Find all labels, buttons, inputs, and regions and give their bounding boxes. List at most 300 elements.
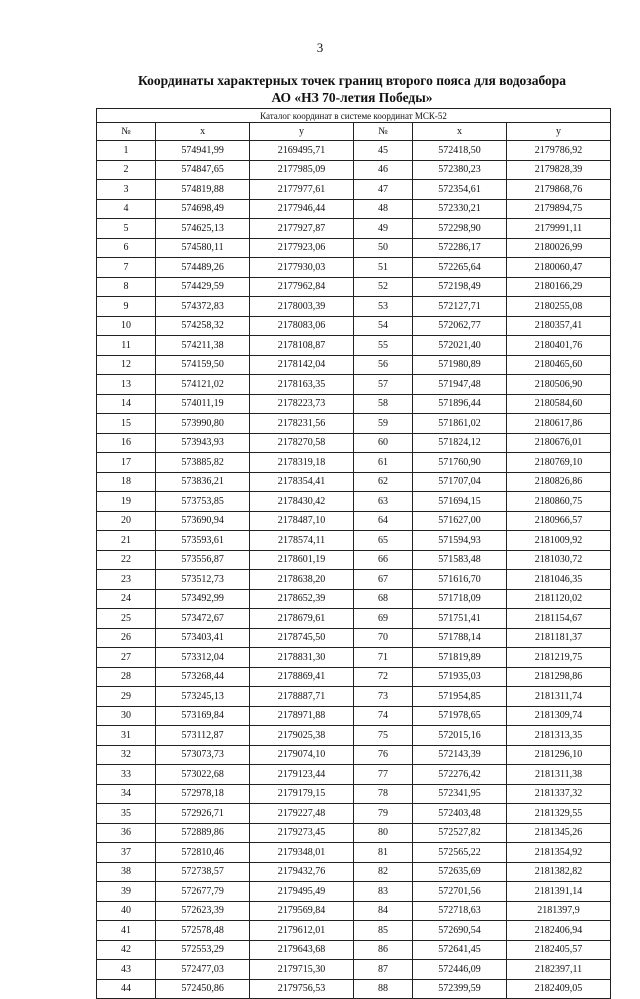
x-right-cell: 571824,12 bbox=[413, 433, 507, 453]
y-right-cell: 2179828,39 bbox=[507, 160, 611, 180]
point-number-left-cell: 4 bbox=[97, 199, 156, 219]
y-left-cell: 2179025,38 bbox=[250, 726, 354, 746]
y-right-cell: 2180506,90 bbox=[507, 375, 611, 395]
point-number-right-cell: 82 bbox=[353, 862, 412, 882]
x-right-cell: 572015,16 bbox=[413, 726, 507, 746]
point-number-right-cell: 51 bbox=[353, 258, 412, 278]
point-number-right-cell: 67 bbox=[353, 570, 412, 590]
point-number-left-cell: 7 bbox=[97, 258, 156, 278]
point-number-right-cell: 57 bbox=[353, 375, 412, 395]
y-right-cell: 2181329,55 bbox=[507, 804, 611, 824]
table-row bbox=[97, 960, 611, 980]
point-number-right-cell: 80 bbox=[353, 823, 412, 843]
y-right-cell: 2181219,75 bbox=[507, 648, 611, 668]
x-left-cell: 574819,88 bbox=[156, 180, 250, 200]
y-right-cell: 2180769,10 bbox=[507, 453, 611, 473]
x-right-cell: 572701,56 bbox=[413, 882, 507, 902]
point-number-left-cell: 37 bbox=[97, 843, 156, 863]
x-right-cell: 572418,50 bbox=[413, 141, 507, 161]
point-number-left-cell: 35 bbox=[97, 804, 156, 824]
x-left-cell: 573492,99 bbox=[156, 589, 250, 609]
table-row bbox=[97, 843, 611, 863]
point-number-right-cell: 56 bbox=[353, 355, 412, 375]
x-left-cell: 573169,84 bbox=[156, 706, 250, 726]
y-left-cell: 2178319,18 bbox=[250, 453, 354, 473]
y-left-cell: 2178142,04 bbox=[250, 355, 354, 375]
point-number-left-cell: 1 bbox=[97, 141, 156, 161]
point-number-left-cell: 10 bbox=[97, 316, 156, 336]
point-number-left-cell: 38 bbox=[97, 862, 156, 882]
point-number-left-cell: 25 bbox=[97, 609, 156, 629]
x-right-cell: 571861,02 bbox=[413, 414, 507, 434]
y-left-cell: 2178679,61 bbox=[250, 609, 354, 629]
table-row bbox=[97, 823, 611, 843]
title-line-2: АО «НЗ 70-летия Победы» bbox=[271, 90, 433, 105]
point-number-left-cell: 29 bbox=[97, 687, 156, 707]
point-number-right-cell: 63 bbox=[353, 492, 412, 512]
y-left-cell: 2178083,06 bbox=[250, 316, 354, 336]
point-number-left-cell: 12 bbox=[97, 355, 156, 375]
y-right-cell: 2181345,26 bbox=[507, 823, 611, 843]
point-number-right-cell: 88 bbox=[353, 979, 412, 999]
point-number-right-cell: 75 bbox=[353, 726, 412, 746]
table-row bbox=[97, 492, 611, 512]
point-number-left-cell: 34 bbox=[97, 784, 156, 804]
x-left-cell: 573556,87 bbox=[156, 550, 250, 570]
point-number-right-cell: 64 bbox=[353, 511, 412, 531]
y-right-cell: 2179868,76 bbox=[507, 180, 611, 200]
y-left-cell: 2178971,88 bbox=[250, 706, 354, 726]
point-number-right-cell: 87 bbox=[353, 960, 412, 980]
x-right-cell: 571627,00 bbox=[413, 511, 507, 531]
table-row bbox=[97, 453, 611, 473]
x-left-cell: 574941,99 bbox=[156, 141, 250, 161]
x-left-cell: 573836,21 bbox=[156, 472, 250, 492]
table-row bbox=[97, 219, 611, 239]
x-left-cell: 573753,85 bbox=[156, 492, 250, 512]
point-number-left-cell: 15 bbox=[97, 414, 156, 434]
y-left-cell: 2177962,84 bbox=[250, 277, 354, 297]
point-number-left-cell: 31 bbox=[97, 726, 156, 746]
y-left-cell: 2179179,15 bbox=[250, 784, 354, 804]
table-row bbox=[97, 433, 611, 453]
x-right-cell: 571935,03 bbox=[413, 667, 507, 687]
x-right-cell: 571980,89 bbox=[413, 355, 507, 375]
point-number-right-cell: 48 bbox=[353, 199, 412, 219]
point-number-left-cell: 8 bbox=[97, 277, 156, 297]
x-left-cell: 572738,57 bbox=[156, 862, 250, 882]
point-number-left-cell: 41 bbox=[97, 921, 156, 941]
point-number-right-cell: 45 bbox=[353, 141, 412, 161]
point-number-right-cell: 54 bbox=[353, 316, 412, 336]
x-left-cell: 573245,13 bbox=[156, 687, 250, 707]
y-left-cell: 2178270,58 bbox=[250, 433, 354, 453]
table-row bbox=[97, 726, 611, 746]
y-left-cell: 2178745,50 bbox=[250, 628, 354, 648]
table-row bbox=[97, 901, 611, 921]
y-right-cell: 2181313,35 bbox=[507, 726, 611, 746]
table-row bbox=[97, 921, 611, 941]
table-row bbox=[97, 258, 611, 278]
y-right-cell: 2180357,41 bbox=[507, 316, 611, 336]
y-left-cell: 2169495,71 bbox=[250, 141, 354, 161]
table-row bbox=[97, 706, 611, 726]
x-right-cell: 571819,89 bbox=[413, 648, 507, 668]
header-y-right: y bbox=[507, 123, 611, 141]
y-left-cell: 2177946,44 bbox=[250, 199, 354, 219]
x-left-cell: 573312,04 bbox=[156, 648, 250, 668]
point-number-left-cell: 21 bbox=[97, 531, 156, 551]
point-number-right-cell: 81 bbox=[353, 843, 412, 863]
x-right-cell: 572062,77 bbox=[413, 316, 507, 336]
y-left-cell: 2178231,56 bbox=[250, 414, 354, 434]
point-number-right-cell: 58 bbox=[353, 394, 412, 414]
x-right-cell: 572265,64 bbox=[413, 258, 507, 278]
y-right-cell: 2180860,75 bbox=[507, 492, 611, 512]
y-right-cell: 2181009,92 bbox=[507, 531, 611, 551]
x-left-cell: 574159,50 bbox=[156, 355, 250, 375]
page-number: 3 bbox=[316, 40, 324, 55]
table-row bbox=[97, 550, 611, 570]
header-number-left: № bbox=[97, 123, 156, 141]
y-right-cell: 2181311,38 bbox=[507, 765, 611, 785]
y-left-cell: 2178430,42 bbox=[250, 492, 354, 512]
y-left-cell: 2178223,73 bbox=[250, 394, 354, 414]
x-left-cell: 572578,48 bbox=[156, 921, 250, 941]
header-x-right: x bbox=[413, 123, 507, 141]
x-left-cell: 573112,87 bbox=[156, 726, 250, 746]
point-number-left-cell: 27 bbox=[97, 648, 156, 668]
point-number-left-cell: 23 bbox=[97, 570, 156, 590]
x-left-cell: 572553,29 bbox=[156, 940, 250, 960]
point-number-right-cell: 73 bbox=[353, 687, 412, 707]
y-right-cell: 2180617,86 bbox=[507, 414, 611, 434]
table-row bbox=[97, 648, 611, 668]
document-title bbox=[92, 72, 612, 106]
y-right-cell: 2181181,37 bbox=[507, 628, 611, 648]
x-right-cell: 571760,90 bbox=[413, 453, 507, 473]
point-number-right-cell: 55 bbox=[353, 336, 412, 356]
x-right-cell: 572127,71 bbox=[413, 297, 507, 317]
y-right-cell: 2181046,35 bbox=[507, 570, 611, 590]
table-row bbox=[97, 745, 611, 765]
y-right-cell: 2182406,94 bbox=[507, 921, 611, 941]
x-right-cell: 572286,17 bbox=[413, 238, 507, 258]
y-left-cell: 2179273,45 bbox=[250, 823, 354, 843]
x-left-cell: 574121,02 bbox=[156, 375, 250, 395]
x-left-cell: 573990,80 bbox=[156, 414, 250, 434]
point-number-left-cell: 19 bbox=[97, 492, 156, 512]
x-left-cell: 574372,83 bbox=[156, 297, 250, 317]
y-right-cell: 2181337,32 bbox=[507, 784, 611, 804]
y-left-cell: 2179123,44 bbox=[250, 765, 354, 785]
y-right-cell: 2181120,02 bbox=[507, 589, 611, 609]
y-right-cell: 2181354,92 bbox=[507, 843, 611, 863]
point-number-right-cell: 84 bbox=[353, 901, 412, 921]
x-right-cell: 572021,40 bbox=[413, 336, 507, 356]
table-row bbox=[97, 570, 611, 590]
y-left-cell: 2178869,41 bbox=[250, 667, 354, 687]
point-number-left-cell: 18 bbox=[97, 472, 156, 492]
y-right-cell: 2181298,86 bbox=[507, 667, 611, 687]
x-right-cell: 571978,65 bbox=[413, 706, 507, 726]
x-right-cell: 572380,23 bbox=[413, 160, 507, 180]
x-right-cell: 571594,93 bbox=[413, 531, 507, 551]
y-left-cell: 2179715,30 bbox=[250, 960, 354, 980]
x-right-cell: 571694,15 bbox=[413, 492, 507, 512]
point-number-left-cell: 5 bbox=[97, 219, 156, 239]
x-left-cell: 573512,73 bbox=[156, 570, 250, 590]
y-right-cell: 2182405,57 bbox=[507, 940, 611, 960]
y-left-cell: 2178831,30 bbox=[250, 648, 354, 668]
y-left-cell: 2177927,87 bbox=[250, 219, 354, 239]
y-right-cell: 2180966,57 bbox=[507, 511, 611, 531]
x-right-cell: 572565,22 bbox=[413, 843, 507, 863]
x-left-cell: 572450,86 bbox=[156, 979, 250, 999]
x-left-cell: 572477,03 bbox=[156, 960, 250, 980]
y-left-cell: 2179348,01 bbox=[250, 843, 354, 863]
point-number-left-cell: 43 bbox=[97, 960, 156, 980]
x-left-cell: 573690,94 bbox=[156, 511, 250, 531]
point-number-right-cell: 53 bbox=[353, 297, 412, 317]
table-row bbox=[97, 414, 611, 434]
y-left-cell: 2178652,39 bbox=[250, 589, 354, 609]
header-number-right: № bbox=[353, 123, 412, 141]
x-right-cell: 572399,59 bbox=[413, 979, 507, 999]
point-number-right-cell: 78 bbox=[353, 784, 412, 804]
x-left-cell: 574011,19 bbox=[156, 394, 250, 414]
point-number-left-cell: 22 bbox=[97, 550, 156, 570]
table-row bbox=[97, 784, 611, 804]
table-row bbox=[97, 316, 611, 336]
point-number-right-cell: 71 bbox=[353, 648, 412, 668]
y-right-cell: 2179786,92 bbox=[507, 141, 611, 161]
point-number-left-cell: 33 bbox=[97, 765, 156, 785]
y-right-cell: 2181030,72 bbox=[507, 550, 611, 570]
y-left-cell: 2178003,39 bbox=[250, 297, 354, 317]
x-left-cell: 574625,13 bbox=[156, 219, 250, 239]
point-number-right-cell: 62 bbox=[353, 472, 412, 492]
point-number-right-cell: 46 bbox=[353, 160, 412, 180]
y-right-cell: 2180584,60 bbox=[507, 394, 611, 414]
x-left-cell: 572677,79 bbox=[156, 882, 250, 902]
x-left-cell: 574698,49 bbox=[156, 199, 250, 219]
x-right-cell: 571954,85 bbox=[413, 687, 507, 707]
x-left-cell: 572926,71 bbox=[156, 804, 250, 824]
x-left-cell: 573403,41 bbox=[156, 628, 250, 648]
y-right-cell: 2180026,99 bbox=[507, 238, 611, 258]
x-right-cell: 572446,09 bbox=[413, 960, 507, 980]
y-left-cell: 2179612,01 bbox=[250, 921, 354, 941]
table-row bbox=[97, 199, 611, 219]
y-right-cell: 2181382,82 bbox=[507, 862, 611, 882]
y-right-cell: 2181397,9 bbox=[507, 901, 611, 921]
point-number-right-cell: 49 bbox=[353, 219, 412, 239]
y-left-cell: 2177930,03 bbox=[250, 258, 354, 278]
point-number-left-cell: 26 bbox=[97, 628, 156, 648]
x-right-cell: 571788,14 bbox=[413, 628, 507, 648]
x-right-cell: 572276,42 bbox=[413, 765, 507, 785]
y-right-cell: 2180255,08 bbox=[507, 297, 611, 317]
x-right-cell: 572403,48 bbox=[413, 804, 507, 824]
point-number-right-cell: 61 bbox=[353, 453, 412, 473]
table-row bbox=[97, 531, 611, 551]
x-right-cell: 572143,39 bbox=[413, 745, 507, 765]
x-right-cell: 572641,45 bbox=[413, 940, 507, 960]
y-left-cell: 2178354,41 bbox=[250, 472, 354, 492]
point-number-right-cell: 60 bbox=[353, 433, 412, 453]
point-number-right-cell: 79 bbox=[353, 804, 412, 824]
y-right-cell: 2181296,10 bbox=[507, 745, 611, 765]
point-number-left-cell: 11 bbox=[97, 336, 156, 356]
header-y-left: y bbox=[250, 123, 354, 141]
x-left-cell: 573073,73 bbox=[156, 745, 250, 765]
table-caption: Каталог координат в системе координат МСК-52 bbox=[97, 109, 611, 123]
table-row bbox=[97, 238, 611, 258]
point-number-right-cell: 68 bbox=[353, 589, 412, 609]
x-left-cell: 574580,11 bbox=[156, 238, 250, 258]
x-left-cell: 573022,68 bbox=[156, 765, 250, 785]
point-number-right-cell: 47 bbox=[353, 180, 412, 200]
x-left-cell: 574847,65 bbox=[156, 160, 250, 180]
x-left-cell: 572810,46 bbox=[156, 843, 250, 863]
point-number-left-cell: 16 bbox=[97, 433, 156, 453]
y-left-cell: 2178638,20 bbox=[250, 570, 354, 590]
y-right-cell: 2180676,01 bbox=[507, 433, 611, 453]
point-number-right-cell: 69 bbox=[353, 609, 412, 629]
table-row bbox=[97, 979, 611, 999]
y-left-cell: 2179432,76 bbox=[250, 862, 354, 882]
y-right-cell: 2180465,60 bbox=[507, 355, 611, 375]
x-right-cell: 572198,49 bbox=[413, 277, 507, 297]
point-number-left-cell: 3 bbox=[97, 180, 156, 200]
y-right-cell: 2181391,14 bbox=[507, 882, 611, 902]
x-right-cell: 571707,04 bbox=[413, 472, 507, 492]
table-row bbox=[97, 141, 611, 161]
table-row bbox=[97, 628, 611, 648]
point-number-left-cell: 6 bbox=[97, 238, 156, 258]
table-row bbox=[97, 804, 611, 824]
point-number-left-cell: 40 bbox=[97, 901, 156, 921]
x-right-cell: 572690,54 bbox=[413, 921, 507, 941]
x-left-cell: 574489,26 bbox=[156, 258, 250, 278]
y-right-cell: 2179991,11 bbox=[507, 219, 611, 239]
x-right-cell: 571583,48 bbox=[413, 550, 507, 570]
table-row bbox=[97, 940, 611, 960]
y-right-cell: 2180401,76 bbox=[507, 336, 611, 356]
point-number-left-cell: 30 bbox=[97, 706, 156, 726]
x-left-cell: 572623,39 bbox=[156, 901, 250, 921]
y-left-cell: 2177923,06 bbox=[250, 238, 354, 258]
x-left-cell: 574429,59 bbox=[156, 277, 250, 297]
x-right-cell: 572718,63 bbox=[413, 901, 507, 921]
y-left-cell: 2179643,68 bbox=[250, 940, 354, 960]
x-left-cell: 573885,82 bbox=[156, 453, 250, 473]
x-left-cell: 573472,67 bbox=[156, 609, 250, 629]
point-number-left-cell: 32 bbox=[97, 745, 156, 765]
x-left-cell: 572978,18 bbox=[156, 784, 250, 804]
x-left-cell: 573268,44 bbox=[156, 667, 250, 687]
point-number-right-cell: 72 bbox=[353, 667, 412, 687]
y-left-cell: 2178601,19 bbox=[250, 550, 354, 570]
point-number-right-cell: 65 bbox=[353, 531, 412, 551]
x-right-cell: 571718,09 bbox=[413, 589, 507, 609]
y-right-cell: 2182409,05 bbox=[507, 979, 611, 999]
y-right-cell: 2182397,11 bbox=[507, 960, 611, 980]
point-number-left-cell: 14 bbox=[97, 394, 156, 414]
table-row bbox=[97, 355, 611, 375]
point-number-left-cell: 9 bbox=[97, 297, 156, 317]
table-row bbox=[97, 375, 611, 395]
point-number-left-cell: 28 bbox=[97, 667, 156, 687]
x-right-cell: 572330,21 bbox=[413, 199, 507, 219]
x-right-cell: 572298,90 bbox=[413, 219, 507, 239]
point-number-left-cell: 36 bbox=[97, 823, 156, 843]
y-right-cell: 2181154,67 bbox=[507, 609, 611, 629]
point-number-right-cell: 66 bbox=[353, 550, 412, 570]
y-left-cell: 2178108,87 bbox=[250, 336, 354, 356]
y-right-cell: 2179894,75 bbox=[507, 199, 611, 219]
table-row bbox=[97, 862, 611, 882]
point-number-right-cell: 77 bbox=[353, 765, 412, 785]
y-left-cell: 2177985,09 bbox=[250, 160, 354, 180]
point-number-left-cell: 13 bbox=[97, 375, 156, 395]
point-number-right-cell: 76 bbox=[353, 745, 412, 765]
point-number-left-cell: 2 bbox=[97, 160, 156, 180]
x-left-cell: 574258,32 bbox=[156, 316, 250, 336]
x-right-cell: 572635,69 bbox=[413, 862, 507, 882]
table-row bbox=[97, 589, 611, 609]
point-number-left-cell: 42 bbox=[97, 940, 156, 960]
point-number-right-cell: 70 bbox=[353, 628, 412, 648]
x-right-cell: 572527,82 bbox=[413, 823, 507, 843]
title-line-1: Координаты характерных точек границ второго пояса для водозабора bbox=[137, 73, 567, 88]
table-row bbox=[97, 160, 611, 180]
x-left-cell: 573943,93 bbox=[156, 433, 250, 453]
point-number-right-cell: 74 bbox=[353, 706, 412, 726]
point-number-left-cell: 44 bbox=[97, 979, 156, 999]
y-left-cell: 2177977,61 bbox=[250, 180, 354, 200]
y-right-cell: 2180166,29 bbox=[507, 277, 611, 297]
x-right-cell: 571616,70 bbox=[413, 570, 507, 590]
x-left-cell: 574211,38 bbox=[156, 336, 250, 356]
x-right-cell: 571947,48 bbox=[413, 375, 507, 395]
table-row bbox=[97, 765, 611, 785]
y-left-cell: 2178574,11 bbox=[250, 531, 354, 551]
x-right-cell: 571751,41 bbox=[413, 609, 507, 629]
table-row bbox=[97, 882, 611, 902]
table-row bbox=[97, 180, 611, 200]
table-row bbox=[97, 609, 611, 629]
table-row bbox=[97, 394, 611, 414]
y-right-cell: 2181309,74 bbox=[507, 706, 611, 726]
y-left-cell: 2178887,71 bbox=[250, 687, 354, 707]
y-left-cell: 2178163,35 bbox=[250, 375, 354, 395]
coordinates-table bbox=[96, 108, 611, 999]
header-x-left: x bbox=[156, 123, 250, 141]
y-right-cell: 2181311,74 bbox=[507, 687, 611, 707]
point-number-right-cell: 52 bbox=[353, 277, 412, 297]
table-row bbox=[97, 667, 611, 687]
table-row bbox=[97, 297, 611, 317]
point-number-right-cell: 50 bbox=[353, 238, 412, 258]
point-number-right-cell: 83 bbox=[353, 882, 412, 902]
table-row bbox=[97, 511, 611, 531]
y-left-cell: 2179495,49 bbox=[250, 882, 354, 902]
y-right-cell: 2180060,47 bbox=[507, 258, 611, 278]
y-right-cell: 2180826,86 bbox=[507, 472, 611, 492]
y-left-cell: 2179074,10 bbox=[250, 745, 354, 765]
